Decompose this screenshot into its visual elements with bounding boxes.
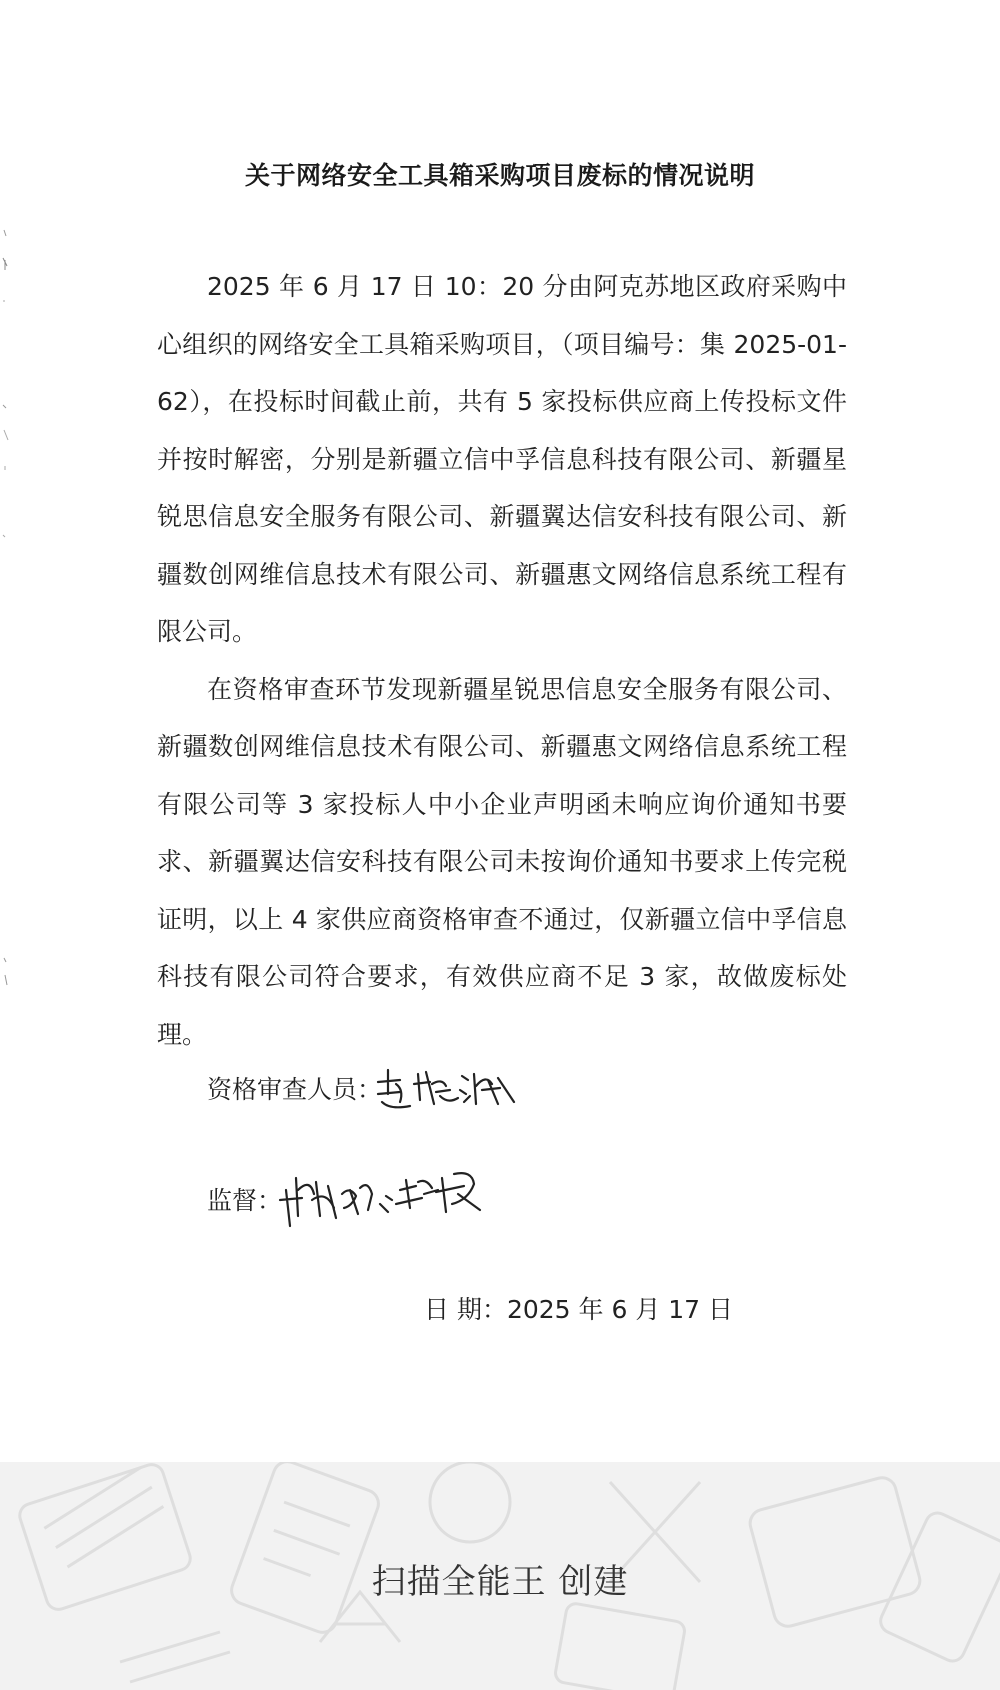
scanner-app-credit: 扫描全能王 创建: [371, 1562, 629, 1602]
date-line: [424, 1290, 733, 1326]
paragraph-bid-opening: 2025 年 6 月 17 日 10：20 分由阿克苏地区政府采购中心组织的网络安全工具箱采购项目，（项目编号：集 2025-01-62），在投标时间截止前，共有 5 家投标供应商上传投标文件并按时解密，分别是新疆立信中孚信息科技有限公司、新疆星锐思信息安全服务有限公司、新疆翼达信安科技有限公司、新疆数创网维信息技术有限公司、新疆惠文网络信息系统工程有限公司。: [157, 272, 847, 646]
supervisor-handwritten-signature: [276, 1160, 496, 1240]
document-title: 关于网络安全工具箱采购项目废标的情况说明: [244, 161, 755, 190]
reviewer-signature-line: [207, 1070, 382, 1106]
scanner-watermark-footer: [0, 1462, 1000, 1690]
reviewer-handwritten-signature: [370, 1060, 520, 1120]
document-body: [157, 258, 847, 1063]
supervisor-signature-line: [207, 1181, 282, 1217]
document-date: 日 期：2025 年 6 月 17 日: [424, 1295, 734, 1324]
scan-edge-marks: [0, 0, 20, 1000]
paragraph-qualification-review: 在资格审查环节发现新疆星锐思信息安全服务有限公司、新疆数创网维信息技术有限公司、新疆惠文网络信息系统工程有限公司等 3 家投标人中小企业声明函未响应询价通知书要求、新疆翼达信安科技有限公司未按询价通知书要求上传完税证明，以上 4 家供应商资格审查不通过，仅新疆立信中孚信息科技有限公司符合要求，有效供应商不足 3 家，故做废标处理。: [157, 674, 847, 1049]
reviewer-label: 资格审查人员：: [207, 1075, 383, 1104]
supervisor-label: 监督：: [207, 1186, 283, 1215]
